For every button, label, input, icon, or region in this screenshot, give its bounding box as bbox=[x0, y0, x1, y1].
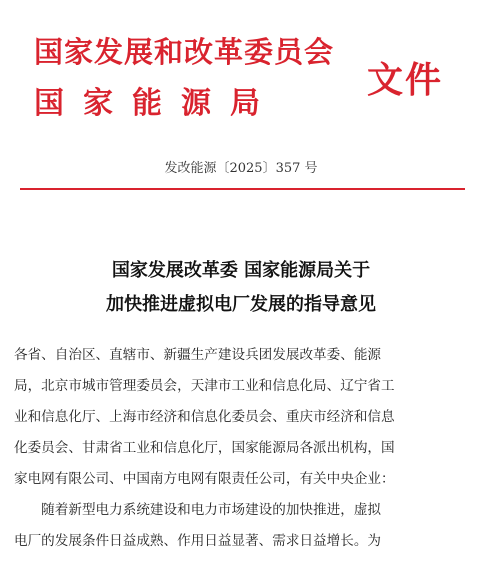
body-line-3: 业和信息化厅、上海市经济和信息化委员会、重庆市经济和信息 bbox=[14, 409, 395, 425]
document-title-line-2: 加快推进虚拟电厂发展的指导意见 bbox=[106, 294, 376, 315]
body-line-4: 化委员会、甘肃省工业和信息化厅，国家能源局各派出机构，国 bbox=[14, 440, 395, 456]
issuing-org-line-1: 国家发展和改革委员会 bbox=[34, 35, 335, 69]
document-title-line-1: 国家发展改革委 国家能源局关于 bbox=[111, 260, 371, 281]
body-line-2: 局，北京市城市管理委员会，天津市工业和信息化局、辽宁省工 bbox=[14, 378, 395, 394]
body-line-1: 各省、自治区、直辖市、新疆生产建设兵团发展改革委、能源 bbox=[14, 347, 382, 363]
document-number: 发改能源〔2025〕357 号 bbox=[164, 161, 318, 176]
body-line-5: 家电网有限公司、中国南方电网有限责任公司，有关中央企业： bbox=[14, 471, 395, 487]
body-line-7: 电厂的发展条件日益成熟、作用日益显著、需求日益增长。为 bbox=[14, 533, 382, 549]
red-divider-line bbox=[20, 188, 465, 190]
body-line-6: 随着新型电力系统建设和电力市场建设的加快推进，虚拟 bbox=[14, 502, 382, 518]
document-type-label: 文件 bbox=[367, 60, 444, 101]
issuing-org-line-2: 国家能源局 bbox=[34, 86, 279, 121]
